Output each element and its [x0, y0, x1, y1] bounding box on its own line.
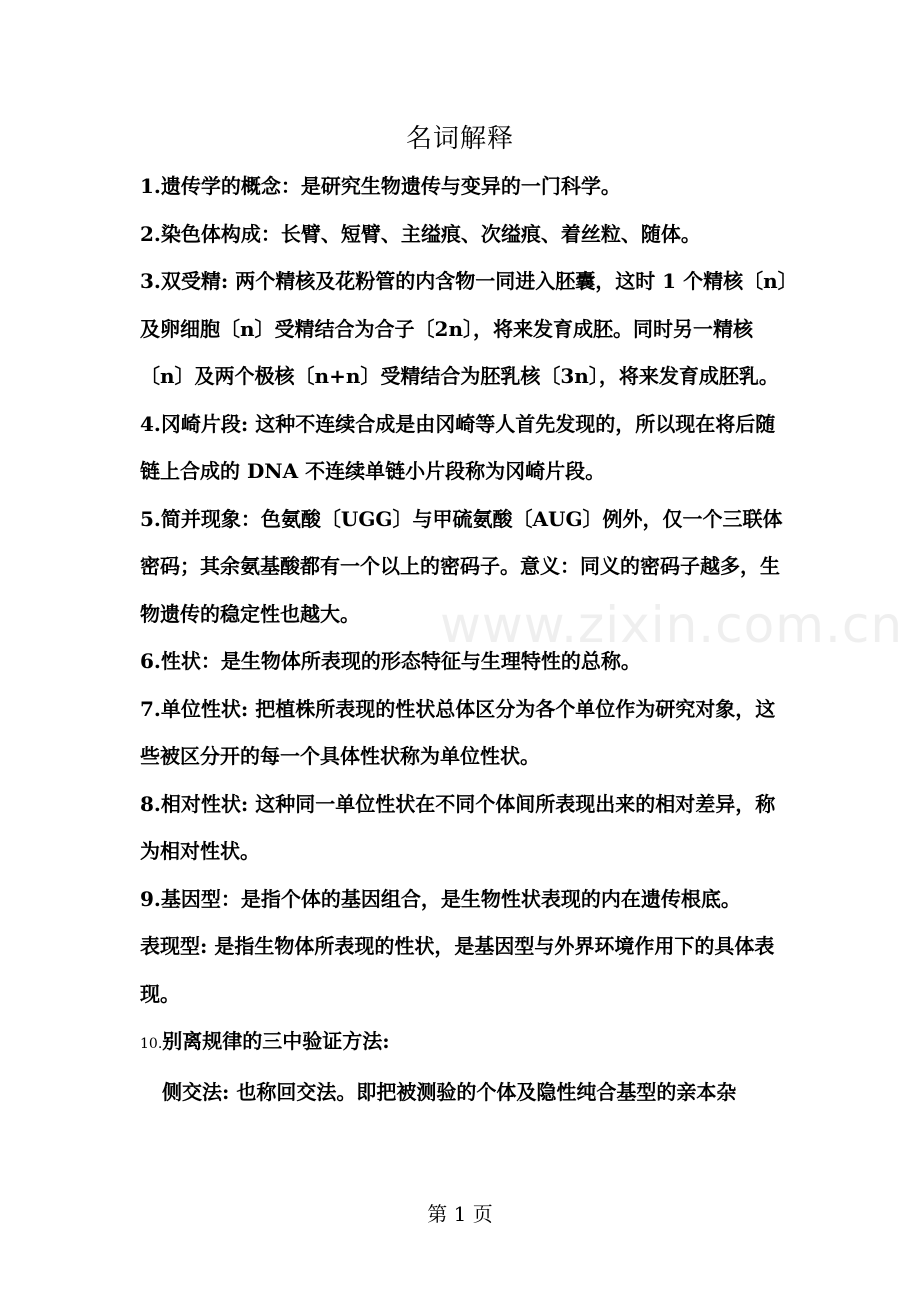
paragraph-double-fertilization: 3.双受精: 两个精核及花粉管的内含物一同进入胚囊，这时 1 个精核〔n〕及卵细胞〔n〕受精结合为合子〔2n〕，将来发育成胚。同时另一精核〔n〕及两个极核〔n+n〕受精结合为胚乳核〔3n〕，将来发育成胚乳。	[140, 269, 788, 388]
paragraph-okazaki-fragment: 4.冈崎片段: 这种不连续合成是由冈崎等人首先发现的，所以现在将后随链上合成的 DNA 不连续单链小片段称为冈崎片段。	[140, 411, 776, 483]
page-title: 名词解释	[405, 124, 514, 154]
paragraph-degeneracy: 5.简并现象：色氨酸〔UGG〕与甲硫氨酸〔AUG〕例外，仅一个三联体密码；其余氨基酸都有一个以上的密码子。意义：同义的密码子越多，生物遗传的稳定性也越大。	[140, 506, 783, 626]
paragraph-phenotype: 表现型: 是指生物体所表现的性状，是基因型与外界环境作用下的具体表现。	[140, 934, 775, 1006]
page-number: 第 1 页	[427, 1202, 493, 1226]
paragraph-chromosome-structure: 2.染色体构成：长臂、短臂、主缢痕、次缢痕、着丝粒、随体。	[140, 221, 701, 246]
item-heading: 别离规律的三中验证方法:	[162, 1029, 390, 1053]
paragraph-testcross: 侧交法: 也称回交法。即把被测验的个体及隐性纯合基型的亲本杂	[162, 1079, 737, 1104]
watermark: www.zixin.com.cn	[440, 596, 904, 654]
paragraph-genetics-concept: 1.遗传学的概念：是研究生物遗传与变异的一门科学。	[140, 174, 621, 198]
paragraph-trait: 6.性状：是生物体所表现的形态特征与生理特性的总称。	[140, 649, 641, 673]
paragraph-relative-trait: 8.相对性状: 这种同一单位性状在不同个体间所表现出来的相对差异，称为相对性状。	[140, 791, 776, 863]
paragraph-genotype: 9.基因型：是指个体的基因组合，是生物性状表现的内在遗传根底。	[140, 886, 741, 911]
paragraph-unit-trait: 7.单位性状: 把植株所表现的性状总体区分为各个单位作为研究对象，这些被区分开的每一个具体性状称为单位性状。	[140, 696, 776, 768]
paragraph-segregation-law	[140, 1018, 788, 1069]
document-body	[140, 163, 788, 1116]
item-number: 10.	[140, 1036, 163, 1052]
